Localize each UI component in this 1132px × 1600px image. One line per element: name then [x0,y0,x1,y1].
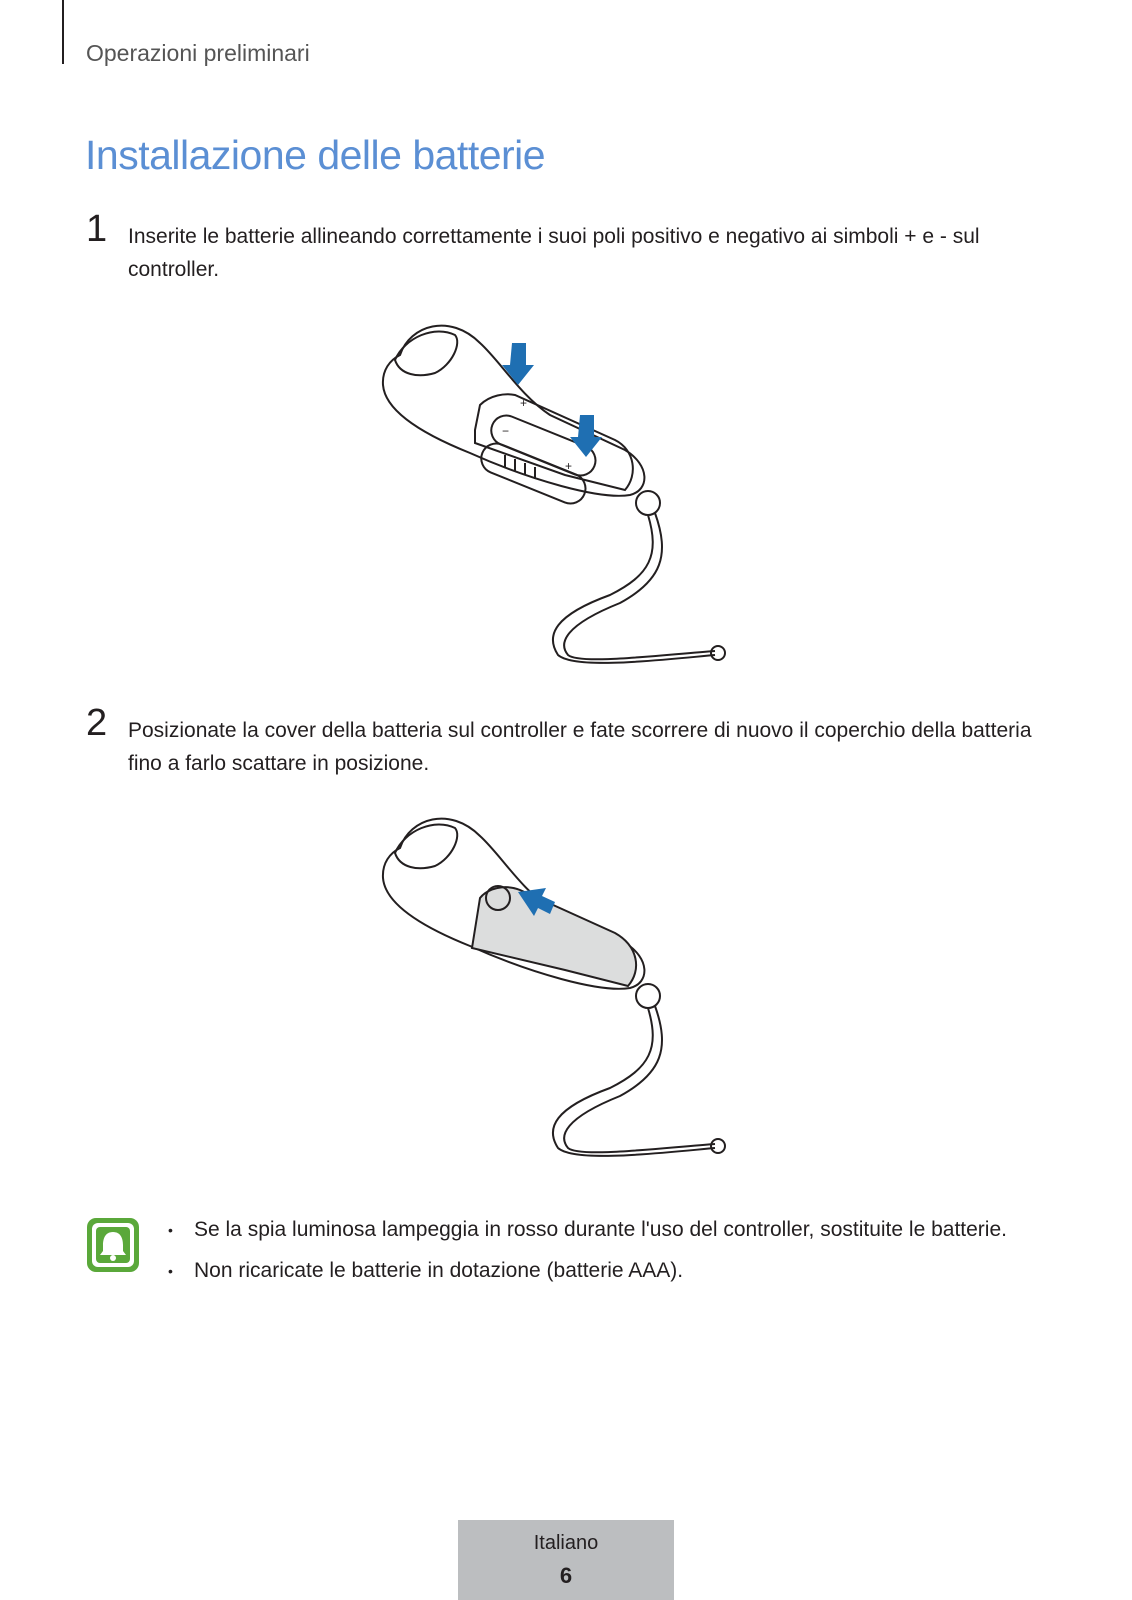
battery-cover-illustration [380,808,740,1178]
plus-mark-top: + [520,396,528,410]
insert-arrow-icons [502,343,602,457]
step-1-number: 1 [86,208,108,250]
step-1-text: Inserite le batterie allineando correttamente i suoi poli positivo e negativo ai simboli + e - sul controller. [128,225,980,281]
note-item-2: • Non ricaricate le batterie in dotazione (batterie AAA). [168,1256,1007,1297]
step-2-number: 2 [86,702,108,744]
step-2-text: Posizionate la cover della batteria sul controller e fate scorrere di nuovo il coperchio della batteria fino a farlo scattare in posizione. [128,719,1032,775]
plus-mark-bottom: + [565,459,573,473]
header-rule [62,0,64,64]
page-number: 6 [559,1563,573,1588]
footer-language: Italiano [533,1532,599,1554]
note-item-1: • Se la spia luminosa lampeggia in rosso durante l'uso del controller, sostituite le batterie. [168,1215,1007,1256]
page-footer [458,1520,674,1600]
section-header: Operazioni preliminari [86,40,310,66]
bell-note-icon [86,1217,140,1273]
note-list [168,1215,1007,1297]
battery-insertion-illustration [380,315,740,685]
page-title: Installazione delle batterie [85,132,546,178]
minus-mark: − [502,424,510,438]
